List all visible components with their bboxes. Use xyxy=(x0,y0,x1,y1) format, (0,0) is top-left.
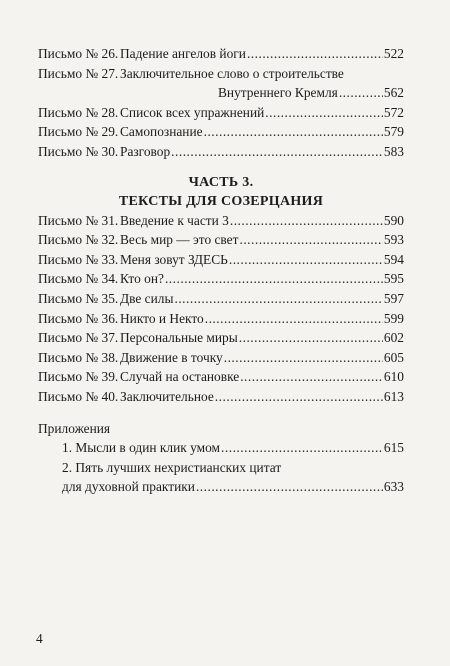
letter-number: Письмо № 38. xyxy=(38,349,119,365)
letter-title: Разговор xyxy=(120,143,171,159)
table-of-contents xyxy=(38,44,404,497)
toc-entry xyxy=(38,230,404,250)
letter-number: Письмо № 32. xyxy=(38,232,119,248)
leader-dots xyxy=(247,44,383,64)
leader-dots xyxy=(205,309,383,329)
letter-number: Письмо № 33. xyxy=(38,251,119,267)
letter-title: Случай на остановке xyxy=(120,369,240,385)
leader-dots xyxy=(229,250,383,270)
letter-number: Письмо № 40. xyxy=(38,388,119,404)
appendix-entry xyxy=(38,458,404,478)
letter-title: Заключительное слово о строительстве xyxy=(120,65,344,81)
appendix-list xyxy=(38,438,404,497)
letter-number: Письмо № 31. xyxy=(38,212,119,228)
letter-number: Письмо № 39. xyxy=(38,369,119,385)
toc-entry xyxy=(38,289,404,309)
page-ref: 605 xyxy=(383,349,404,365)
letter-title: Падение ангелов йоги xyxy=(120,46,246,61)
leader-dots xyxy=(196,477,383,497)
leader-dots xyxy=(204,122,383,142)
leader-dots xyxy=(265,103,383,123)
appendix-heading: Приложения xyxy=(38,420,111,436)
toc-entry xyxy=(38,250,404,270)
letter-number: Письмо № 36. xyxy=(38,310,119,326)
page-ref: 633 xyxy=(383,479,404,495)
leader-dots xyxy=(224,348,383,368)
leader-dots xyxy=(240,367,383,387)
toc-entry xyxy=(38,122,404,142)
toc-entry xyxy=(38,328,404,348)
page-ref: 572 xyxy=(383,104,404,120)
page-ref: 522 xyxy=(383,46,404,61)
letter-number: Письмо № 29. xyxy=(38,124,119,140)
letter-number: Письмо № 28. xyxy=(38,104,119,120)
leader-dots xyxy=(221,438,383,458)
leader-dots xyxy=(215,387,383,407)
letter-number: Письмо № 27. xyxy=(38,65,119,81)
page-ref: 610 xyxy=(383,369,404,385)
letter-title-cont: Внутреннего Кремля xyxy=(218,85,338,101)
appendix-entry-continuation xyxy=(38,477,404,497)
page-ref: 597 xyxy=(383,290,404,306)
part-heading-title: ТЕКСТЫ ДЛЯ СОЗЕРЦАНИЯ xyxy=(118,193,324,209)
page-ref: 602 xyxy=(383,330,404,346)
letter-title: Введение к части 3 xyxy=(120,212,229,228)
letter-number: Письмо № 37. xyxy=(38,330,119,346)
toc-entry xyxy=(38,211,404,231)
letter-title: Персональные миры xyxy=(120,330,238,346)
toc-entry xyxy=(38,367,404,387)
toc-entry xyxy=(38,348,404,368)
leader-dots xyxy=(230,211,383,231)
letter-number: Письмо № 30. xyxy=(38,143,119,159)
page-ref: 613 xyxy=(383,388,404,404)
appendix-entry xyxy=(38,438,404,458)
toc-entry xyxy=(38,44,404,64)
toc-entry xyxy=(38,142,404,162)
page-ref: 579 xyxy=(383,124,404,140)
page-ref: 595 xyxy=(383,271,404,287)
leader-dots xyxy=(165,269,383,289)
appendix-title-cont: для духовной практики xyxy=(62,479,195,495)
letter-number: Письмо № 26. xyxy=(38,46,119,61)
letter-title: Заключительное xyxy=(120,388,214,404)
appendix-title: 1. Мысли в один клик умом xyxy=(62,440,221,456)
letter-title: Никто и Некто xyxy=(120,310,204,326)
toc-section-part3 xyxy=(38,211,404,407)
page-ref: 583 xyxy=(383,143,404,159)
letter-title: Самопознание xyxy=(120,124,203,140)
leader-dots xyxy=(339,83,383,103)
page-ref: 562 xyxy=(383,85,404,101)
leader-dots xyxy=(174,289,382,309)
toc-entry xyxy=(38,103,404,123)
appendix-title: 2. Пять лучших нехристианских цитат xyxy=(62,459,282,475)
page-number: 4 xyxy=(36,631,43,646)
letter-number: Письмо № 34. xyxy=(38,271,119,287)
page-ref: 593 xyxy=(383,232,404,248)
leader-dots xyxy=(239,328,383,348)
leader-dots xyxy=(239,230,382,250)
page-ref: 599 xyxy=(383,310,404,326)
part-heading-number: ЧАСТЬ 3. xyxy=(188,174,254,190)
page-ref: 590 xyxy=(383,212,404,228)
letter-title: Весь мир — это свет xyxy=(120,232,239,248)
page-ref: 615 xyxy=(383,440,404,456)
letter-number: Письмо № 35. xyxy=(38,290,119,306)
letter-title: Движение в точку xyxy=(120,349,223,365)
toc-entry xyxy=(38,269,404,289)
toc-entry xyxy=(38,64,404,84)
letter-title: Меня зовут ЗДЕСЬ xyxy=(120,251,228,267)
toc-section-top xyxy=(38,44,404,162)
page-ref: 594 xyxy=(383,251,404,267)
toc-entry xyxy=(38,387,404,407)
letter-title: Две силы xyxy=(120,290,174,306)
leader-dots xyxy=(171,142,383,162)
letter-title: Список всех упражнений xyxy=(120,104,265,120)
toc-entry xyxy=(38,309,404,329)
toc-entry-continuation xyxy=(38,83,404,103)
letter-title: Кто он? xyxy=(120,271,164,287)
